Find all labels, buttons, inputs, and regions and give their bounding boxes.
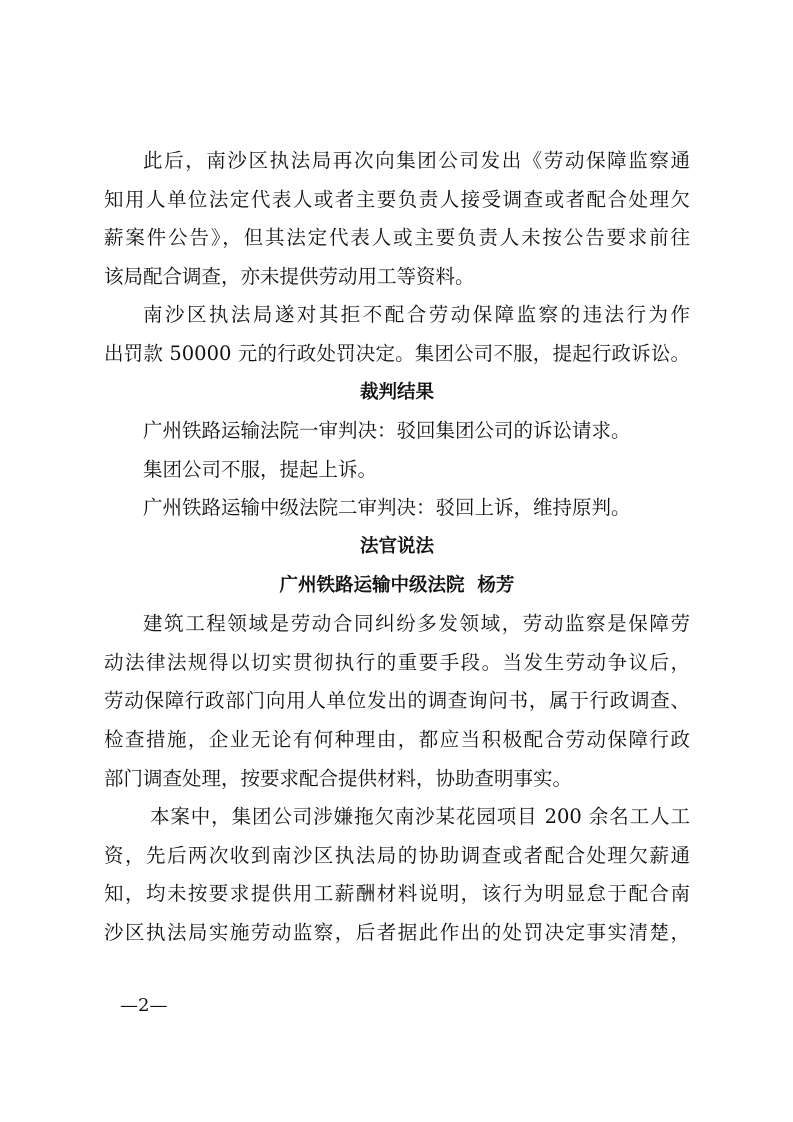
text-line: 劳动保障行政部门向用人单位发出的调查询问书，属于行政调查、 [104, 689, 690, 713]
text-line: 广州铁路运输中级法院二审判决：驳回上诉，维持原判。 [143, 496, 631, 520]
text-line: 出罚款 50000 元的行政处罚决定。集团公司不服，提起行政诉讼。 [104, 341, 690, 365]
commentary-author: 广州铁路运输中级法院 杨芳 [279, 574, 515, 596]
text-line: 薪案件公告》，但其法定代表人或主要负责人未按公告要求前往 [104, 226, 690, 250]
paragraph [104, 605, 690, 798]
judgment-section [104, 412, 690, 528]
text-line: 集团公司不服，提起上诉。 [143, 457, 378, 481]
text-line: 知，均未按要求提供用工薪酬材料说明，该行为明显怠于配合南 [104, 882, 690, 906]
text-line: 部门调查处理，按要求配合提供材料，协助查明事实。 [104, 766, 573, 790]
section-heading-judgment: 裁判结果 [359, 381, 434, 403]
text-line: 广州铁路运输法院一审判决：驳回集团公司的诉讼请求。 [143, 419, 631, 443]
document-body [104, 142, 690, 952]
paragraph [104, 798, 690, 952]
text-line: 建筑工程领域是劳动合同纠纷多发领域，劳动监察是保障劳 [143, 612, 690, 636]
text-line: 沙区执法局实施劳动监察，后者据此作出的处罚决定事实清楚， [104, 920, 690, 944]
text-line: 本案中，集团公司涉嫌拖欠南沙某花园项目 200 余名工人工 [150, 805, 690, 829]
text-line: 知用人单位法定代表人或者主要负责人接受调查或者配合处理欠 [104, 187, 690, 211]
section-heading-commentary: 法官说法 [359, 535, 434, 557]
text-line: 检查措施，企业无论有何种理由，都应当积极配合劳动保障行政 [104, 727, 690, 751]
page-number: —2— [120, 995, 168, 1016]
text-line: 资，先后两次收到南沙区执法局的协助调查或者配合处理欠薪通 [104, 843, 690, 867]
text-line: 此后，南沙区执法局再次向集团公司发出《劳动保障监察通 [143, 149, 690, 172]
text-line: 该局配合调查，亦未提供劳动用工等资料。 [104, 264, 475, 288]
text-line: 动法律法规得以切实贯彻执行的重要手段。当发生劳动争议后， [104, 650, 690, 674]
paragraph [104, 142, 690, 296]
text-line: 南沙区执法局遂对其拒不配合劳动保障监察的违法行为作 [143, 303, 690, 327]
paragraph [104, 296, 690, 373]
